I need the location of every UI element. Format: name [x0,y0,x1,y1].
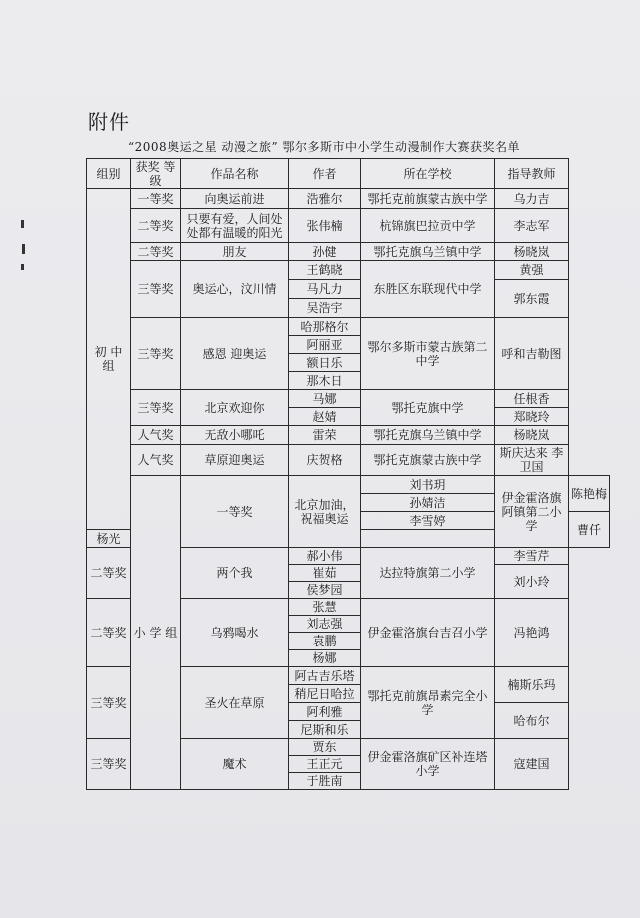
award-level: 一等奖 [181,476,289,548]
teacher-name: 刘小玲 [495,565,569,599]
award-level: 二等奖 [87,599,131,667]
scan-mark [21,264,24,270]
school-name: 伊金霍洛旗阿镇第二小学 [495,476,569,548]
work-title: 向奥运前进 [181,189,289,209]
author-name: 那木日 [289,372,361,390]
teacher-name: 乌力吉 [495,189,569,209]
author-name: 额日乐 [289,354,361,372]
teacher-name: 寇建国 [495,739,569,790]
school-name: 伊金霍洛旗台吉召小学 [361,599,495,667]
work-title: 乌鸦喝水 [181,599,289,667]
table-row [87,318,610,336]
author-name: 阿古吉乐塔 [289,667,361,685]
work-title: 无敌小哪吒 [181,426,289,445]
author-name: 崔茹 [289,565,361,582]
col-header-teacher: 指导教师 [495,159,569,189]
teacher-name: 呼和吉勒图 [495,318,569,390]
work-title: 草原迎奥运 [181,445,289,476]
award-level: 三等奖 [131,318,181,390]
author-name: 稍尼日哈拉 [289,685,361,703]
table-row [87,426,610,445]
author-name: 马娜 [289,390,361,408]
school-name: 鄂托克前旗蒙古族中学 [361,189,495,209]
table-row [87,243,610,261]
author-name: 杨娜 [289,650,361,667]
group-primary: 小 学 组 [131,476,181,790]
teacher-name: 杨晓岚 [495,243,569,261]
teacher-name: 楠斯乐玛 [495,667,569,703]
author-name: 郝小伟 [289,548,361,565]
author-name: 袁鹏 [289,633,361,650]
school-name: 鄂托克旗乌兰镇中学 [361,243,495,261]
col-header-group: 组别 [87,159,131,189]
teacher-name: 曹仟 [569,512,610,548]
table-header-row [87,159,610,189]
author-name: 李雪婷 [361,512,495,530]
author-name: 孙婧洁 [361,494,495,512]
author-name: 张伟楠 [289,209,361,243]
author-name: 侯梦园 [289,582,361,599]
table-row [87,189,610,209]
table-row [87,209,610,243]
work-title: 魔术 [181,739,289,790]
school-name: 杭锦旗巴拉贡中学 [361,209,495,243]
author-name: 于胜南 [289,773,361,790]
author-name: 张慧 [289,599,361,616]
teacher-name: 哈布尔 [495,703,569,739]
col-header-work: 作品名称 [181,159,289,189]
teacher-name: 斯庆达来 李卫国 [495,445,569,476]
table-row [87,261,610,280]
teacher-name: 郭东霞 [495,280,569,318]
teacher-name: 任根香 [495,390,569,408]
col-header-author: 作者 [289,159,361,189]
table-row [87,390,610,408]
scan-mark [22,244,25,254]
author-name: 阿利雅 [289,703,361,721]
school-name: 鄂托克前旗昂素完全小学 [361,667,495,739]
author-name: 贾东 [289,739,361,756]
author-name: 杨光 [87,530,131,548]
author-name: 赵婧 [289,408,361,426]
author-name: 王正元 [289,756,361,773]
attachment-heading: 附件 [88,110,130,134]
school-name: 达拉特旗第二小学 [361,548,495,599]
table-row [87,476,610,494]
author-name: 刘志强 [289,616,361,633]
award-level: 一等奖 [131,189,181,209]
award-level: 人气奖 [131,426,181,445]
school-name: 鄂尔多斯市蒙古族第二中学 [361,318,495,390]
school-name: 鄂托克旗乌兰镇中学 [361,426,495,445]
author-name: 吴浩宇 [289,299,361,318]
author-name: 孙健 [289,243,361,261]
table-row [87,445,610,476]
document-title: “2008奥运之星 动漫之旅” 鄂尔多斯市中小学生动漫制作大赛获奖名单 [128,140,520,154]
teacher-name: 黄强 [495,261,569,280]
work-title: 北京加油，祝福奥运 [289,476,361,548]
work-title: 两个我 [181,548,289,599]
teacher-name: 冯艳鸿 [495,599,569,667]
col-header-school: 所在学校 [361,159,495,189]
author-name: 哈那格尔 [289,318,361,336]
award-level: 二等奖 [87,548,131,599]
author-name: 庆贺格 [289,445,361,476]
teacher-name: 李雪芹 [495,548,569,565]
work-title: 奥运心，汶川情 [181,261,289,318]
author-name: 尼斯和乐 [289,721,361,739]
group-junior: 初 中 组 [87,189,131,530]
award-level: 三等奖 [131,390,181,426]
award-level: 人气奖 [131,445,181,476]
work-title: 北京欢迎你 [181,390,289,426]
author-name: 王鹤晓 [289,261,361,280]
school-name: 伊金霍洛旗矿区补连塔小学 [361,739,495,790]
award-level: 二等奖 [131,243,181,261]
award-level: 三等奖 [131,261,181,318]
author-name: 阿丽亚 [289,336,361,354]
work-title: 只要有爱，人间处处都有温暖的阳光 [181,209,289,243]
awards-table [86,158,610,790]
school-name: 鄂托克旗中学 [361,390,495,426]
author-name: 马凡力 [289,280,361,299]
school-name: 东胜区东联现代中学 [361,261,495,318]
teacher-name: 郑晓玲 [495,408,569,426]
school-name: 鄂托克旗蒙古族中学 [361,445,495,476]
scan-mark [21,220,24,228]
award-level: 二等奖 [131,209,181,243]
author-name: 刘书玥 [361,476,495,494]
col-header-level: 获奖 等级 [131,159,181,189]
work-title: 感恩 迎奥运 [181,318,289,390]
work-title: 朋友 [181,243,289,261]
teacher-name: 陈艳梅 [569,476,610,512]
author-name: 雷荣 [289,426,361,445]
award-level: 三等奖 [87,739,131,790]
teacher-name: 杨晓岚 [495,426,569,445]
award-level: 三等奖 [87,667,131,739]
author-name: 浩雅尔 [289,189,361,209]
work-title: 圣火在草原 [181,667,289,739]
teacher-name: 李志军 [495,209,569,243]
